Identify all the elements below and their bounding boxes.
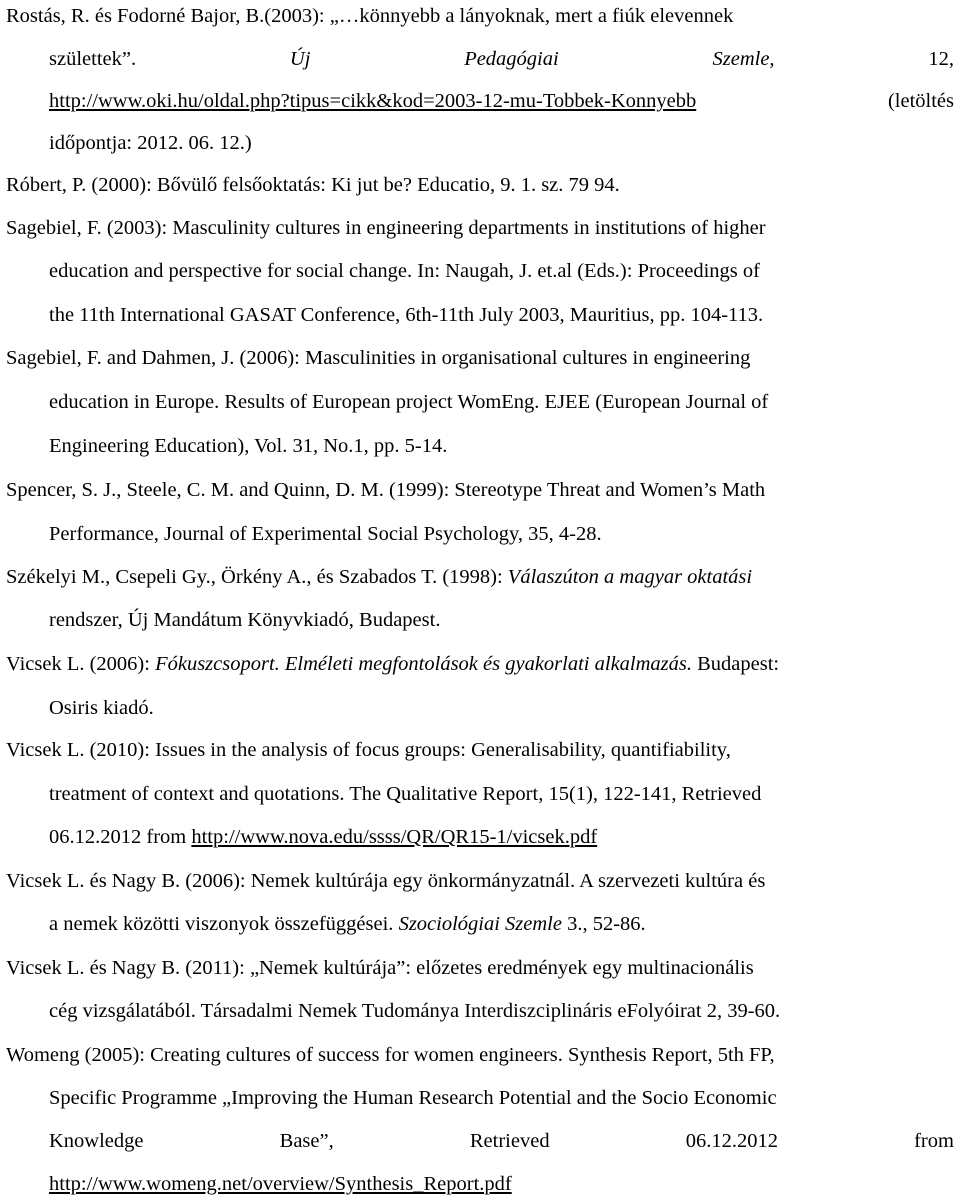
reference-line: Knowledge Base”, Retrieved 06.12.2012 from: [49, 1130, 954, 1152]
reference-line: Székelyi M., Csepeli Gy., Örkény A., és Szabados T. (1998): Válaszúton a magyar oktatási: [6, 566, 753, 588]
reference-line: születtek”. Új Pedagógiai Szemle, 12,: [49, 48, 954, 70]
reference-line: Specific Programme „Improving the Human Research Potential and the Socio Economic: [49, 1087, 777, 1109]
reference-line: 06.12.2012 from http://www.nova.edu/ssss/QR/QR15-1/vicsek.pdf: [49, 826, 598, 848]
reference-line: Sagebiel, F. (2003): Masculinity cultures in engineering departments in institutions of higher: [6, 217, 766, 239]
reference-line: Performance, Journal of Experimental Social Psychology, 35, 4-28.: [49, 523, 602, 545]
reference-line: cég vizsgálatából. Társadalmi Nemek Tudománya Interdiszciplináris eFolyóirat 2, 39-60.: [49, 1000, 781, 1022]
reference-line: Engineering Education), Vol. 31, No.1, pp. 5-14.: [49, 435, 448, 457]
reference-line: Osiris kiadó.: [49, 697, 154, 719]
reference-line: a nemek közötti viszonyok összefüggései. Szociológiai Szemle 3., 52-86.: [49, 913, 646, 935]
reference-line: Vicsek L. és Nagy B. (2011): „Nemek kultúrája”: előzetes eredmények egy multinacionális: [6, 957, 754, 979]
reference-line: [49, 1172, 512, 1196]
reference-line: http://www.oki.hu/oldal.php?tipus=cikk&kod=2003-12-mu-Tobbek-Konnyebb (letöltés: [49, 90, 954, 112]
reference-line: Róbert, P. (2000): Bővülő felsőoktatás: Ki jut be? Educatio, 9. 1. sz. 79 94.: [6, 174, 620, 196]
reference-line: education in Europe. Results of European project WomEng. EJEE (European Journal of: [49, 391, 769, 413]
reference-line: rendszer, Új Mandátum Könyvkiadó, Budapest.: [49, 609, 441, 631]
url-link[interactable]: http://www.oki.hu/oldal.php?tipus=cikk&kod=2003-12-mu-Tobbek-Konnyebb: [49, 90, 697, 112]
reference-line: Sagebiel, F. and Dahmen, J. (2006): Masculinities in organisational cultures in engineering: [6, 347, 751, 369]
reference-line: the 11th International GASAT Conference, 6th-11th July 2003, Mauritius, pp. 104-113.: [49, 304, 764, 326]
url-link[interactable]: http://www.nova.edu/ssss/QR/QR15-1/vicsek.pdf: [191, 826, 598, 848]
reference-line: treatment of context and quotations. The Qualitative Report, 15(1), 122-141, Retrieved: [49, 783, 762, 805]
reference-line: időpontja: 2012. 06. 12.): [49, 132, 252, 154]
reference-line: Vicsek L. és Nagy B. (2006): Nemek kultúrája egy önkormányzatnál. A szervezeti kultúra és: [6, 870, 766, 892]
reference-line: Rostás, R. és Fodorné Bajor, B.(2003): „…könnyebb a lányoknak, mert a fiúk elevennek: [6, 5, 734, 27]
reference-line: Vicsek L. (2010): Issues in the analysis of focus groups: Generalisability, quantifiability,: [6, 739, 731, 761]
reference-line: Vicsek L. (2006): Fókuszcsoport. Elméleti megfontolások és gyakorlati alkalmazás. Budapest:: [6, 653, 780, 675]
reference-line: Womeng (2005): Creating cultures of success for women engineers. Synthesis Report, 5th FP,: [6, 1044, 775, 1066]
reference-line: education and perspective for social change. In: Naugah, J. et.al (Eds.): Proceedings of: [49, 260, 760, 282]
url-link[interactable]: http://www.womeng.net/overview/Synthesis_Report.pdf: [49, 1173, 512, 1195]
reference-line: Spencer, S. J., Steele, C. M. and Quinn, D. M. (1999): Stereotype Threat and Women’s Math: [6, 479, 766, 501]
